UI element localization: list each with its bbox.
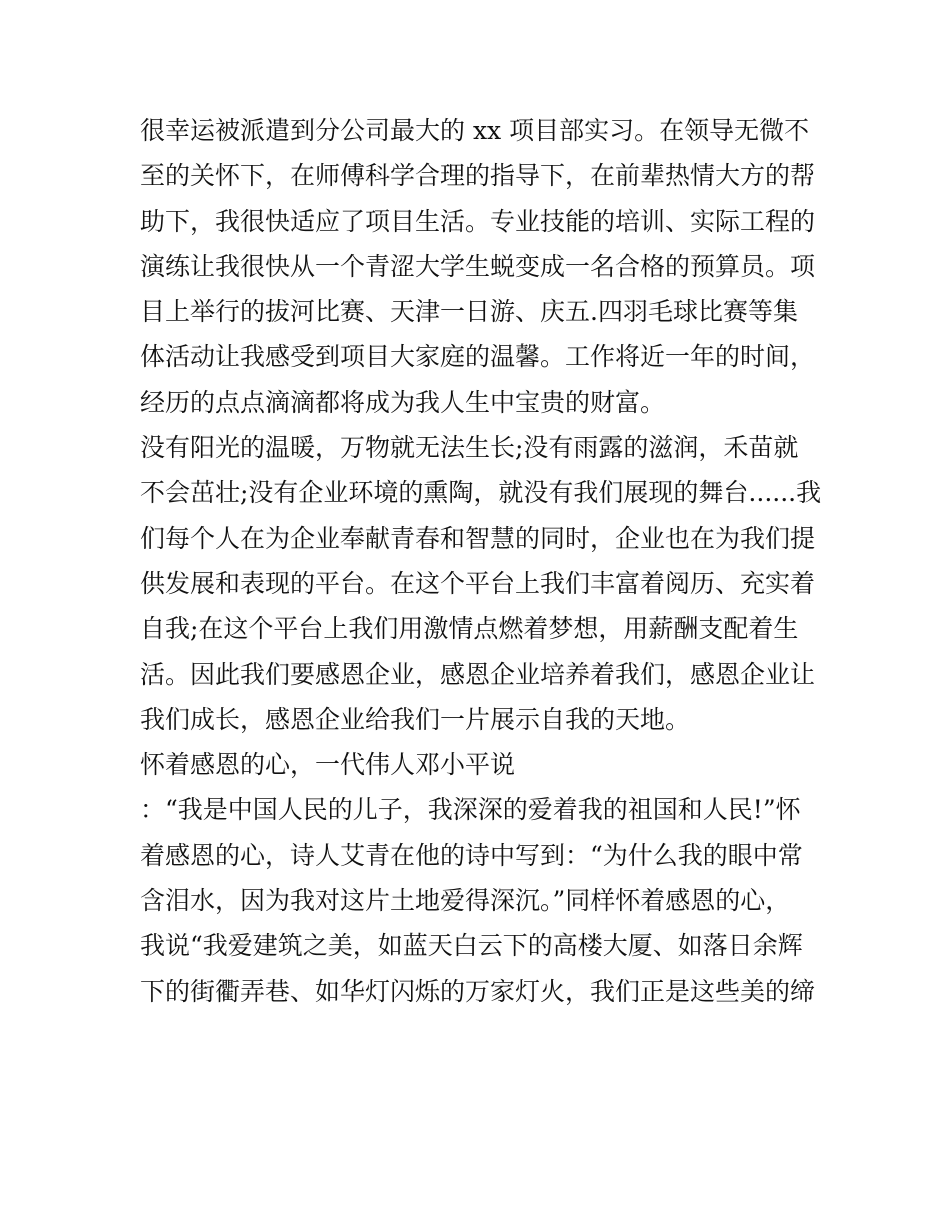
text-line: ：“我是中国人民的儿子，我深深的爱着我的祖国和人民!”怀 (140, 795, 801, 825)
text-line: 不会茁壮;没有企业环境的熏陶，就没有我们展现的舞台......我 (140, 478, 822, 508)
text-line: 经历的点点滴滴都将成为我人生中宝贵的财富。 (140, 387, 666, 417)
text-line: 我说“我爱建筑之美，如蓝天白云下的高楼大厦、如落日余辉 (140, 931, 803, 961)
text-line: 体活动让我感受到项目大家庭的温馨。工作将近一年的时间， (140, 342, 816, 372)
text-line: 至的关怀下，在师傅科学合理的指导下，在前辈热情大方的帮 (140, 161, 816, 191)
text-line: 着感恩的心，诗人艾青在他的诗中写到：“为什么我的眼中常 (140, 840, 803, 870)
text-line: 很幸运被派遣到分公司最大的 xx 项目部实习。在领导无微不 (140, 116, 810, 145)
text-line: 目上举行的拔河比赛、天津一日游、庆五.四羽毛球比赛等集 (140, 297, 798, 327)
text-line: 助下，我很快适应了项目生活。专业技能的培训、实际工程的 (140, 206, 816, 236)
text-line: 我们成长，感恩企业给我们一片展示自我的天地。 (140, 704, 691, 734)
text-line: 没有阳光的温暖，万物就无法生长;没有雨露的滋润，禾苗就 (140, 433, 799, 463)
text-line: 自我;在这个平台上我们用激情点燃着梦想，用薪酬支配着生 (140, 614, 799, 644)
text-line: 活。因此我们要感恩企业，感恩企业培养着我们，感恩企业让 (140, 659, 816, 689)
text-line: 下的街衢弄巷、如华灯闪烁的万家灯火，我们正是这些美的缔 (140, 976, 816, 1006)
text-line: 供发展和表现的平台。在这个平台上我们丰富着阅历、充实着 (140, 568, 816, 598)
body-text (140, 108, 820, 1014)
text-line: 怀着感恩的心，一代伟人邓小平说 (140, 750, 516, 780)
text-line: 含泪水，因为我对这片土地爱得深沉。”同样怀着感恩的心， (140, 886, 791, 916)
text-line: 们每个人在为企业奉献青春和智慧的同时，企业也在为我们提 (140, 523, 816, 553)
text-line: 演练让我很快从一个青涩大学生蜕变成一名合格的预算员。项 (140, 251, 816, 281)
